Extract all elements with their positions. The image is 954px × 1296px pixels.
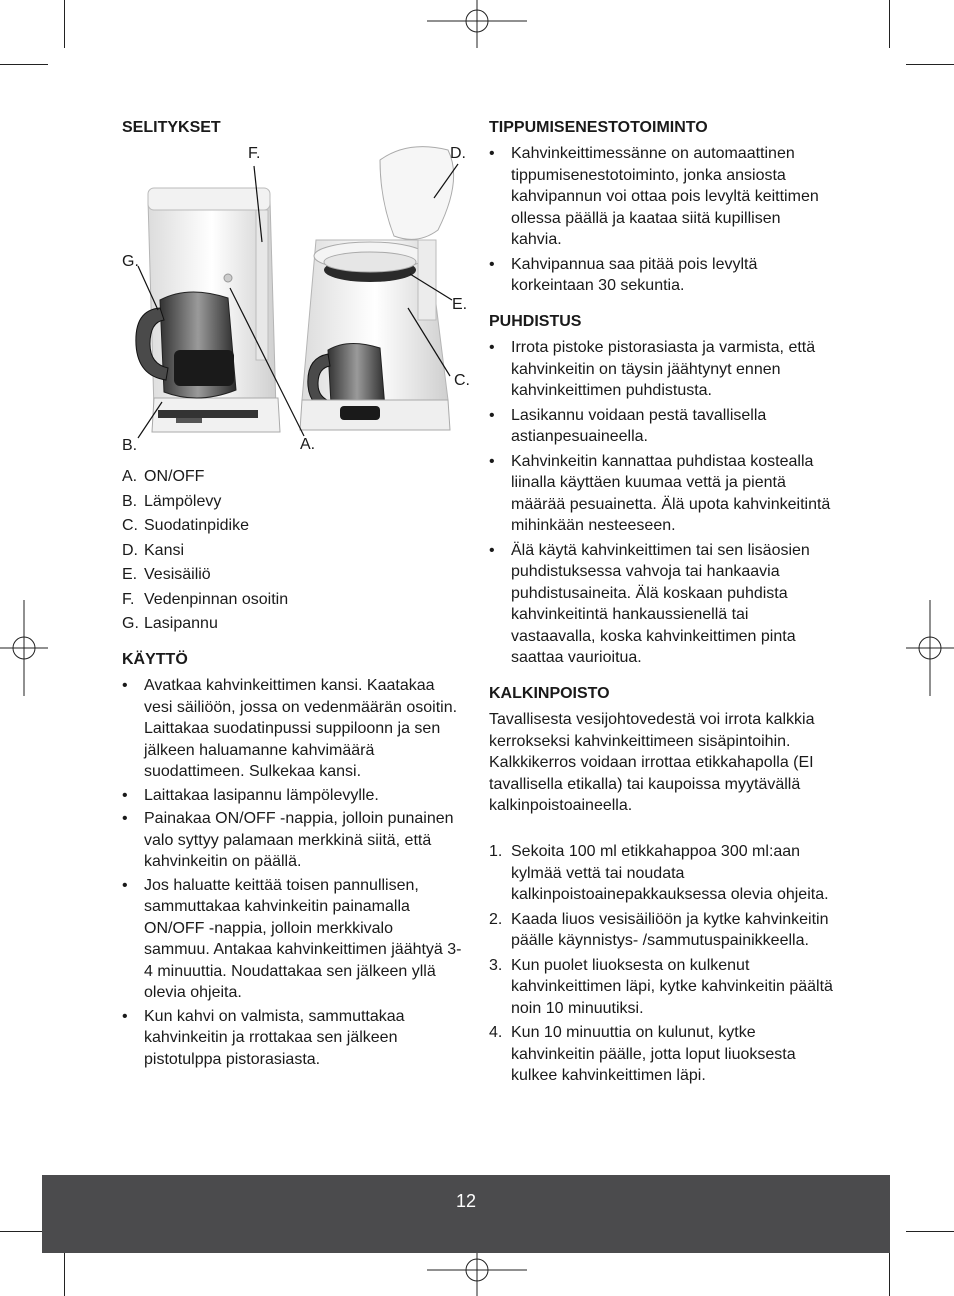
list-item: • Älä käytä kahvinkeittimen tai sen lisäosien puhdistuksessa vahvoja tai hankaavia puhdistusaineita. Älä koskaan puhdista kahvinkeitintä hankaussienellä tai vastaavalla, koska kahvinkeittimen pinta saattaa vaurioitua.	[489, 540, 834, 669]
list-item: 1. Sekoita 100 ml etikkahappoa 300 ml:aan kylmää vettä tai noudata kalkinpoistoainepakkauksessa olevia ohjeita.	[489, 843, 829, 903]
legend-item: C. Suodatinpidike	[122, 517, 249, 534]
puhdistus-list	[489, 337, 834, 669]
legend-item: E. Vesisäiliö	[122, 566, 211, 583]
legend-item: B. Lämpölevy	[122, 492, 222, 510]
coffee-maker-open	[300, 147, 454, 430]
figure-label-d: D.	[450, 145, 466, 162]
selitykset-heading: SELITYKSET	[122, 119, 221, 136]
list-item: • Kahvinkeittimessänne on automaattinen tippumisenestotoiminto, jonka ansiosta kahvipannun voi ottaa pois levyltä keittimen ollessa päällä ja kaataa siitä kupillisen kahvia.	[489, 143, 834, 251]
figure-label-c: C.	[454, 372, 470, 389]
crop-mark	[0, 1231, 48, 1232]
kaytto-list	[122, 675, 462, 1070]
crop-mark	[0, 64, 48, 65]
legend-item: A. ON/OFF	[122, 468, 205, 485]
registration-mark-top	[427, 0, 527, 48]
list-item: • Avatkaa kahvinkeittimen kansi. Kaatakaa vesi säiliöön, jossa on vedenmäärän osoitin. Laittakaa suodatinpussi suppiloonn ja sen jälkeen haluamanne kahvimäärä suodattimeen. Sulkekaa kansi.	[122, 675, 462, 783]
figure-label-a: A.	[300, 436, 316, 453]
crop-mark	[889, 0, 890, 48]
kalkinpoisto-steps	[489, 841, 834, 1087]
figure-label-f: F.	[248, 145, 261, 162]
kalkinpoisto-heading: KALKINPOISTO	[489, 685, 610, 702]
list-item: 3. Kun puolet liuoksesta on kulkenut kahvinkeittimen läpi, kytke kahvinkeitin päältä noin 10 minuutiksi.	[489, 956, 833, 1017]
puhdistus-heading: PUHDISTUS	[489, 313, 582, 330]
list-item: • Jos haluatte keittää toisen pannullisen, sammuttakaa kahvinkeitin painamalla ON/OFF -nappia, jolloin merkkivalo sammuu. Antakaa kahvinkeittimen jäähtyä 3-4 minuuttia. Noudattakaa sen jälkeen yllä olevia ohjeita.	[122, 875, 462, 1004]
parts-legend	[122, 465, 462, 637]
legend-item: F. Vedenpinnan osoitin	[122, 590, 289, 608]
registration-mark-left	[0, 600, 48, 696]
list-item: • Lasikannu voidaan pestä tavallisella astianpesuaineella.	[489, 405, 834, 448]
coffee-maker-illustration	[118, 140, 478, 460]
crop-mark	[889, 1248, 890, 1296]
registration-mark-bottom	[427, 1248, 527, 1296]
page-number: 12	[455, 1191, 477, 1211]
coffee-maker-drawing	[118, 140, 478, 460]
kaytto-heading: KÄYTTÖ	[122, 651, 188, 668]
legend-item: G. Lasipannu	[122, 615, 218, 632]
page-footer	[42, 1175, 890, 1253]
list-item: • Laittakaa lasipannu lämpölevylle.	[122, 785, 462, 807]
crop-mark	[64, 1248, 65, 1296]
legend-item: D. Kansi	[122, 541, 185, 559]
list-item: • Kahvinkeitin kannattaa puhdistaa kostealla liinalla käyttäen kuumaa vettä ja pientä määrää pesuainetta. Älä upota kahvinkeitintä mihinkään nesteeseen.	[489, 451, 834, 537]
crop-mark	[906, 64, 954, 65]
list-item: 2. Kaada liuos vesisäiliöön ja kytke kahvinkeitin päälle käynnistys- /sammutuspainikkeella.	[489, 910, 829, 949]
list-item: • Kahvipannua saa pitää pois levyltä korkeintaan 30 sekuntia.	[489, 254, 834, 297]
figure-label-b: B.	[122, 437, 138, 454]
list-item: • Kun kahvi on valmista, sammuttakaa kahvinkeitin ja rrottakaa sen jälkeen pistotulppa pistorasiasta.	[122, 1006, 462, 1071]
crop-mark	[64, 0, 65, 48]
figure-label-g: G.	[122, 253, 139, 270]
crop-mark	[906, 1231, 954, 1232]
tippumis-list	[489, 143, 834, 297]
list-item: • Irrota pistoke pistorasiasta ja varmista, että kahvinkeitin on täysin jäähtynyt ennen kahvinkeittimen puhdistusta.	[489, 337, 834, 402]
list-item: 4. Kun 10 minuuttia on kulunut, kytke kahvinkeitin päälle, jotta loput liuoksesta kulkee kahvinkeittimen läpi.	[489, 1024, 796, 1084]
kalkinpoisto-intro: Tavallisesta vesijohtovedestä voi irrota kalkkia kerrokseksi kahvinkeittimeen sisäpintoihin. Kalkkikerros voidaan irrottaa etikkahapolla (EI tavallisella etikalla) tai kaupoissa myytävällä kalkinpoistoaineella.	[489, 711, 815, 814]
list-item: • Painakaa ON/OFF -nappia, jolloin punainen valo syttyy palamaan merkkinä siitä, että kahvinkeitin on päällä.	[122, 808, 462, 873]
figure-label-e: E.	[452, 296, 468, 313]
registration-mark-right	[906, 600, 954, 696]
tippumis-heading: TIPPUMISENESTOTOIMINTO	[489, 119, 708, 136]
